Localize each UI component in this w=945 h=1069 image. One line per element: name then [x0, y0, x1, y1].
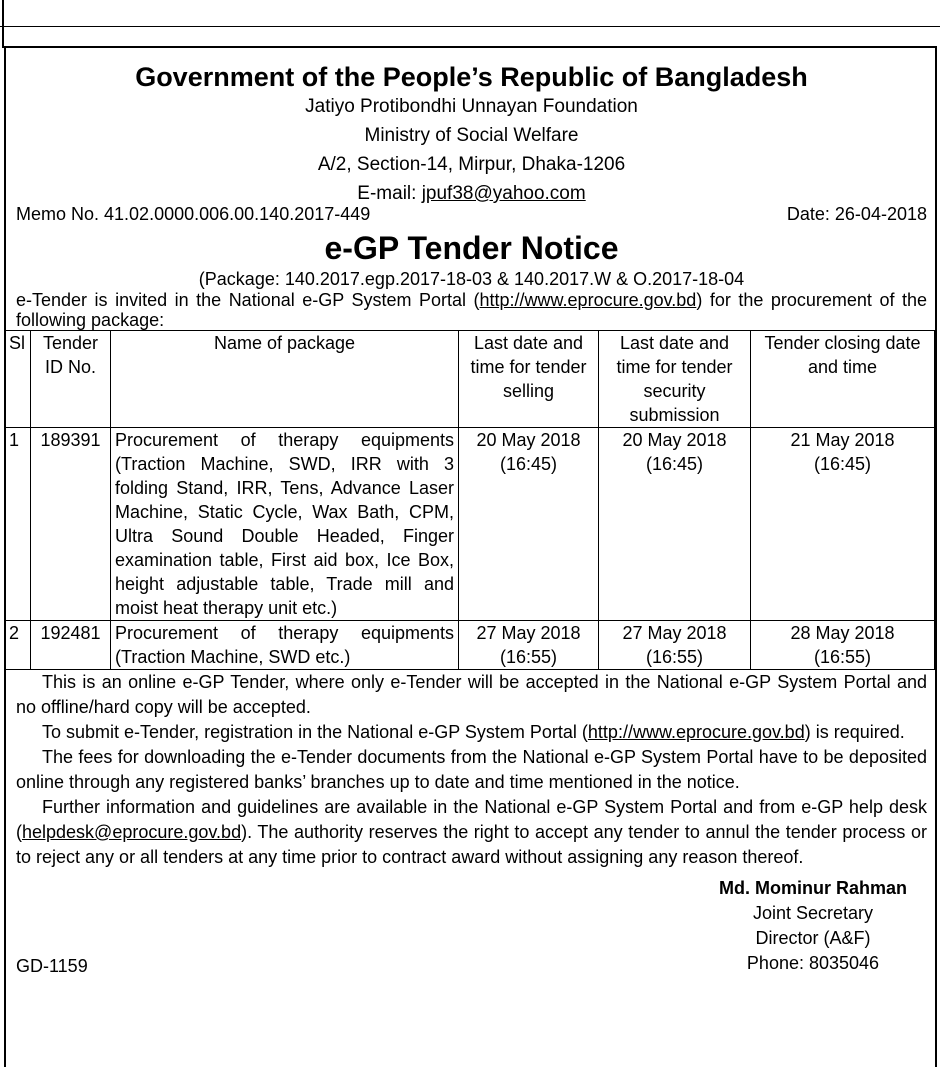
security-time: (16:55) — [645, 647, 704, 667]
selling-time: (16:45) — [499, 454, 558, 474]
helpdesk-email-link[interactable]: helpdesk@eprocure.gov.bd — [22, 822, 242, 842]
closing-time: (16:55) — [813, 647, 872, 667]
header-sl: Sl — [5, 331, 31, 428]
portal-link[interactable]: http://www.eprocure.gov.bd — [479, 290, 697, 310]
tender-table — [4, 330, 935, 670]
table-header-row — [5, 331, 935, 428]
info-text-start: Further information and guidelines are available in the National e-GP System Portal and from e-GP help desk ( — [16, 797, 927, 842]
row-closing — [751, 428, 935, 621]
notice-title: e-GP Tender Notice — [324, 230, 619, 266]
paragraph-fees: The fees for downloading the e-Tender documents from the National e-GP System Portal have to be deposited online through any registered banks’ branches up to date and time mentioned in the notice. — [16, 747, 927, 792]
email-link[interactable]: jpuf38@yahoo.com — [421, 183, 586, 204]
registration-portal-link[interactable]: http://www.eprocure.gov.bd — [587, 722, 805, 742]
org-name: Jatiyo Protibondhi Unnayan Foundation — [305, 96, 638, 117]
row-tender-id: 189391 — [31, 428, 111, 621]
selling-date: 20 May 2018 — [476, 430, 581, 450]
signature-block — [719, 876, 907, 976]
table-row — [5, 621, 935, 670]
selling-time: (16:55) — [499, 647, 558, 667]
intro-text-end: ) for the procurement of the following package: — [16, 290, 927, 330]
signatory-title: Joint Secretary — [752, 903, 874, 923]
selling-date: 27 May 2018 — [476, 623, 581, 643]
row-closing — [751, 621, 935, 670]
paragraph-info — [16, 795, 927, 870]
gd-number: GD-1159 — [16, 956, 88, 976]
closing-date: 21 May 2018 — [790, 430, 895, 450]
row-sl: 1 — [5, 428, 31, 621]
header-selling: Last date and time for tender selling — [459, 331, 599, 428]
memo-number: Memo No. 41.02.0000.006.00.140.2017-449 — [16, 204, 371, 224]
header-security: Last date and time for tender security submission — [599, 331, 751, 428]
paragraph-registration — [16, 720, 927, 745]
closing-time: (16:45) — [813, 454, 872, 474]
notice-frame — [4, 46, 937, 1067]
registration-text-end: ) is required. — [804, 722, 905, 742]
address: A/2, Section-14, Mirpur, Dhaka-1206 — [317, 154, 626, 175]
left-rule — [2, 0, 4, 48]
row-tender-id: 192481 — [31, 621, 111, 670]
footer-block — [16, 876, 927, 986]
row-selling — [459, 428, 599, 621]
top-rule — [0, 26, 940, 27]
notice-content — [9, 62, 927, 986]
row-package-name: Procurement of therapy equipments (Traction Machine, SWD etc.) — [111, 621, 459, 670]
security-date: 20 May 2018 — [622, 430, 727, 450]
email-label: E-mail: — [357, 183, 422, 204]
info-text-end: ). The authority reserves the right to accept any tender to annul the tender process or to reject any or all tenders at any time prior to contract award without assigning any reason thereof. — [16, 822, 927, 867]
intro-paragraph — [16, 290, 927, 330]
row-sl: 2 — [5, 621, 31, 670]
row-selling — [459, 621, 599, 670]
header-id: Tender ID No. — [31, 331, 111, 428]
ministry-name: Ministry of Social Welfare — [364, 125, 579, 146]
closing-date: 28 May 2018 — [790, 623, 895, 643]
row-security — [599, 428, 751, 621]
header-name: Name of package — [111, 331, 459, 428]
package-line: (Package: 140.2017.egp.2017-18-03 & 140.2017.W & O.2017-18-04 — [198, 269, 745, 289]
header-closing: Tender closing date and time — [751, 331, 935, 428]
memo-date: Date: 26-04-2018 — [786, 204, 927, 224]
govt-title: Government of the People’s Republic of Bangladesh — [135, 62, 808, 92]
registration-text-start: To submit e-Tender, registration in the National e-GP System Portal ( — [42, 722, 588, 742]
header-block — [16, 62, 927, 208]
security-date: 27 May 2018 — [622, 623, 727, 643]
row-security — [599, 621, 751, 670]
row-package-name: Procurement of therapy equipments (Traction Machine, SWD, IRR with 3 folding Stand, IRR, Tens, Advance Laser Machine, Static Cycle, Wax Bath, CPM, Ultra Sound Double Headed, Finger examination table, First aid box, Ice Box, height adjustable table, Trade mill and moist heat therapy unit etc.) — [111, 428, 459, 621]
signatory-designation: Director (A&F) — [755, 928, 871, 948]
security-time: (16:45) — [645, 454, 704, 474]
paragraph-online: This is an online e-GP Tender, where only e-Tender will be accepted in the National e-GP System Portal and no offline/hard copy will be accepted. — [16, 672, 927, 717]
signatory-name: Md. Mominur Rahman — [719, 878, 907, 898]
intro-text-start: e-Tender is invited in the National e-GP System Portal ( — [16, 290, 480, 310]
signatory-phone: Phone: 8035046 — [746, 953, 880, 973]
table-row — [5, 428, 935, 621]
